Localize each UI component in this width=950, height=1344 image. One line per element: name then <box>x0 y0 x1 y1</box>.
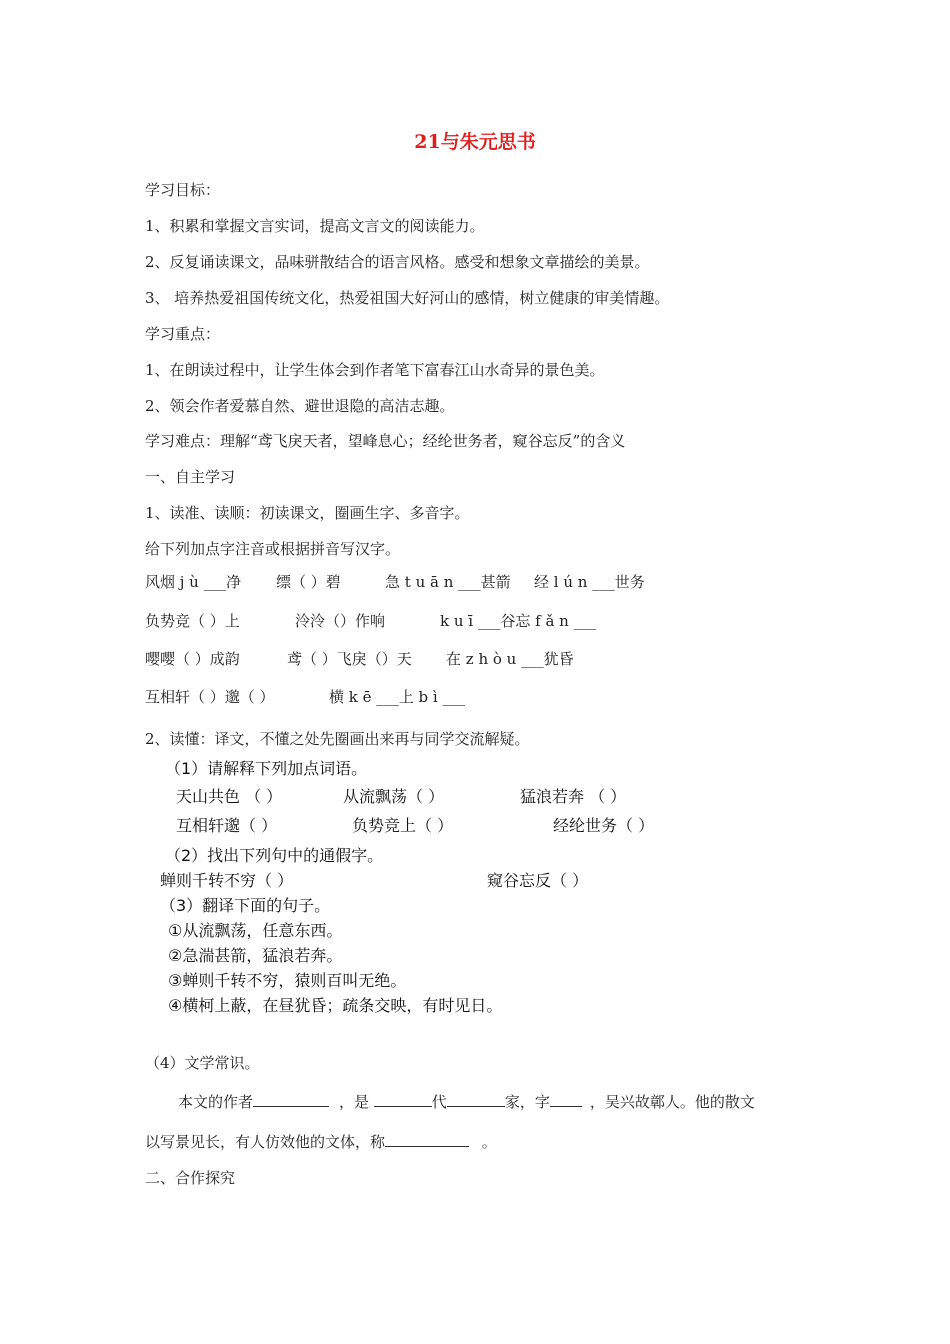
difficulty-line: 学习难点：理解“鸢飞戾天者，望峰息心；经纶世务者，窥谷忘反”的含义 <box>145 432 626 450</box>
q4-text: ，是 <box>339 1093 374 1111</box>
q1-item: 天山共色 （ ） <box>176 787 283 806</box>
q4-text: 本文的作者 <box>178 1093 254 1111</box>
q1-item: 猛浪若奔 （ ） <box>520 787 627 806</box>
q4-text: 以写景见长，有人仿效他的文体，称 <box>145 1133 386 1151</box>
blank-courtesy-name[interactable] <box>550 1092 582 1107</box>
phonetic-instruction: 给下列加点字注音或根据拼音写汉字。 <box>145 540 401 558</box>
q4-text: ，吴兴故鄣人。他的散文 <box>589 1093 755 1111</box>
phonetic-item: 在 z h ò u ___犹昏 <box>446 650 574 668</box>
phonetic-item: 急 t u ā n ___甚箭 <box>385 573 511 591</box>
q3-item: ③蝉则千转不穷，猿则百叫无绝。 <box>168 971 407 990</box>
q1-heading: （1）请解释下列加点词语。 <box>165 759 368 778</box>
q1-item: 经纶世务（ ） <box>553 816 655 835</box>
q2-item: 窥谷忘反（ ） <box>487 871 589 890</box>
blank-dynasty[interactable] <box>374 1092 432 1107</box>
phonetic-item: 风烟 j ù ___净 <box>145 573 242 591</box>
blank-profession[interactable] <box>447 1092 505 1107</box>
q3-item: ④横柯上蔽，在昼犹昏；疏条交映，有时见日。 <box>168 996 503 1015</box>
objective-1: 1、积累和掌握文言实词，提高文言文的阅读能力。 <box>145 217 485 235</box>
phonetic-item: 嘤嘤（ ）成韵 <box>145 650 240 668</box>
q4-heading: （4）文学常识。 <box>145 1054 260 1072</box>
read-instruction: 1、读准、读顺：初读课文，圈画生字、多音字。 <box>145 504 470 522</box>
key-point-2: 2、领会作者爱慕自然、避世退隐的高洁志趣。 <box>145 397 455 415</box>
q2-item: 蝉则千转不穷（ ） <box>160 871 294 890</box>
phonetic-item: 负势竞（ ）上 <box>145 612 240 630</box>
q2-heading: （2）找出下列句中的通假字。 <box>165 846 384 865</box>
phonetic-item: 缥（ ）碧 <box>276 573 341 591</box>
key-points-heading: 学习重点： <box>145 325 221 343</box>
q1-item: 从流飘荡（ ） <box>343 787 445 806</box>
section1-heading: 一、自主学习 <box>145 468 236 486</box>
q3-item: ②急湍甚箭，猛浪若奔。 <box>168 946 343 965</box>
page-title: 21与朱元思书 <box>414 131 536 153</box>
q3-heading: （3）翻译下面的句子。 <box>160 896 331 915</box>
blank-author[interactable] <box>253 1092 329 1107</box>
understand-instruction: 2、读懂：译文，不懂之处先圈画出来再与同学交流解疑。 <box>145 730 530 748</box>
q4-text: 。 <box>477 1133 497 1151</box>
phonetic-item: 横 k ē ___上 b ì ___ <box>329 688 465 706</box>
q1-item: 负势竞上（ ） <box>352 816 454 835</box>
key-point-1: 1、在朗读过程中，让学生体会到作者笔下富春江山水奇异的景色美。 <box>145 361 605 379</box>
phonetic-item: 经 l ú n ___世务 <box>534 573 645 591</box>
phonetic-item: 泠泠（）作响 <box>295 612 386 630</box>
section2-heading: 二、合作探究 <box>145 1169 236 1187</box>
q4-line2 <box>145 1132 497 1152</box>
q4-text: 家，字 <box>504 1093 550 1111</box>
blank-style-name[interactable] <box>385 1132 469 1147</box>
objective-2: 2、反复诵读课文，品味骈散结合的语言风格。感受和想象文章描绘的美景。 <box>145 253 650 271</box>
phonetic-item: k u ī ___谷忘 f ǎ n ___ <box>440 612 597 630</box>
phonetic-item: 互相轩（ ）邈（ ） <box>145 688 275 706</box>
q4-line1 <box>178 1092 755 1112</box>
q3-item: ①从流飘荡，任意东西。 <box>168 921 343 940</box>
q4-text: 代 <box>431 1093 447 1111</box>
q1-item: 互相轩邈（ ） <box>176 816 278 835</box>
objectives-heading: 学习目标： <box>145 181 221 199</box>
phonetic-item: 鸢（ ）飞戾（）天 <box>287 650 412 668</box>
objective-3: 3、 培养热爱祖国传统文化，热爱祖国大好河山的感情，树立健康的审美情趣。 <box>145 289 670 307</box>
